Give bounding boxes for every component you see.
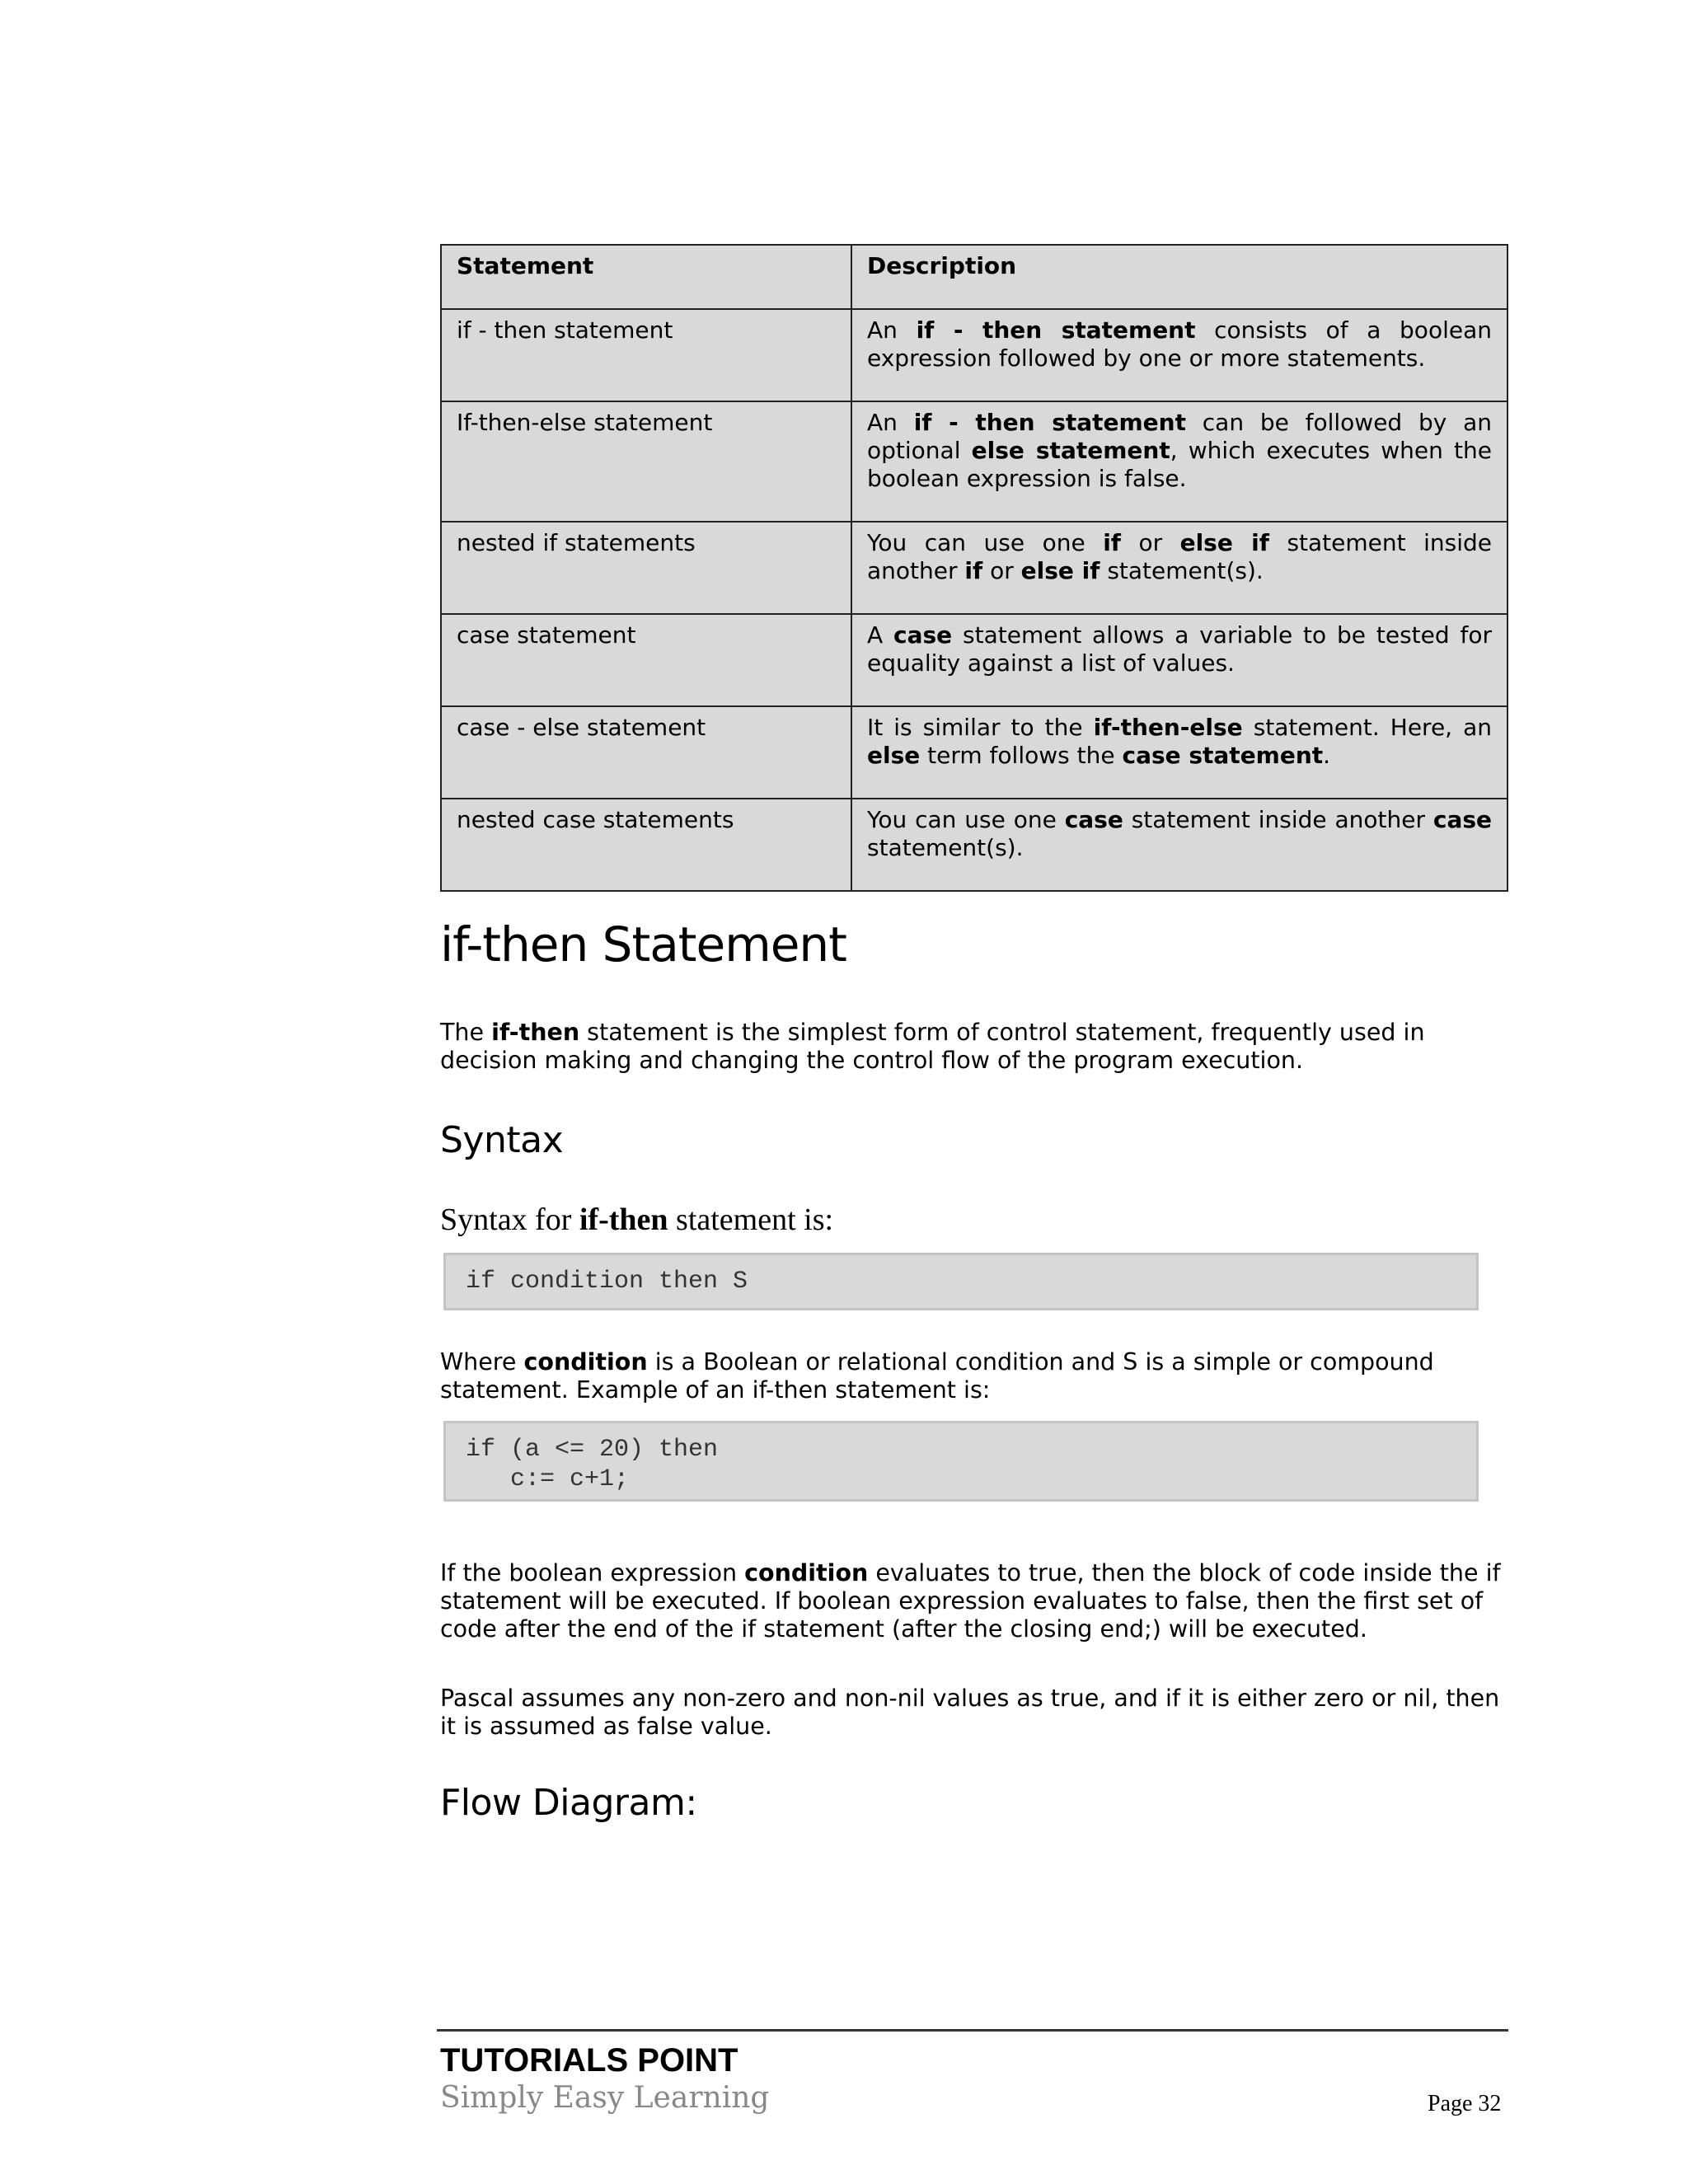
description-bold-text: else if <box>1020 557 1100 584</box>
intro-post: statement is the simplest form of control statement, frequently used in decision making and changing the control flow of the program execution. <box>440 1019 1425 1074</box>
description-bold-text: else statement <box>971 437 1170 464</box>
where-paragraph <box>440 1348 1512 1404</box>
page-number: Page 32 <box>1428 2091 1502 2116</box>
table-row <box>441 309 1507 401</box>
description-text: It is similar to the <box>867 714 1094 741</box>
footer-brand: TUTORIALS POINT <box>440 2042 738 2079</box>
footer-tagline: Simply Easy Learning <box>440 2081 770 2115</box>
table-row <box>441 401 1507 522</box>
table-header-row <box>441 245 1507 309</box>
description-text: , which executes when the boolean expression is false. <box>867 437 1492 492</box>
table-row <box>441 614 1507 706</box>
description-text: statement inside another <box>867 529 1492 584</box>
description-text: An <box>867 316 917 344</box>
description-bold-text: if-then-else <box>1093 714 1243 741</box>
where-post: is a Boolean or relational condition and S is a simple or compound statement. Example of an if-then statement is: <box>440 1348 1434 1404</box>
description-cell <box>851 614 1507 706</box>
description-cell <box>851 799 1507 891</box>
table-row <box>441 522 1507 614</box>
description-text: . <box>1323 742 1331 769</box>
description-cell <box>851 401 1507 522</box>
intro-bold: if-then <box>491 1019 580 1046</box>
boolean-bold: condition <box>744 1559 869 1586</box>
description-text: statement(s). <box>1100 557 1264 584</box>
syntax-pre: Syntax for <box>440 1202 579 1237</box>
table-header-description: Description <box>851 245 1507 309</box>
description-text: statement inside another <box>1123 806 1433 833</box>
footer-divider <box>437 2029 1508 2032</box>
description-cell <box>851 706 1507 799</box>
code-block-syntax: if condition then S <box>443 1253 1479 1310</box>
table-header-statement: Statement <box>441 245 851 309</box>
statement-cell: nested case statements <box>441 799 851 891</box>
description-bold-text: if <box>1103 529 1121 556</box>
description-bold-text: if - then statement <box>913 409 1186 436</box>
description-bold-text: else <box>867 742 921 769</box>
pascal-paragraph: Pascal assumes any non-zero and non-nil values as true, and if it is either zero or nil, then it is assumed as false value. <box>440 1685 1500 1740</box>
syntax-line <box>440 1200 833 1240</box>
description-text: An <box>867 409 914 436</box>
code-block-example: if (a <= 20) then c:= c+1; <box>443 1421 1479 1502</box>
description-cell <box>851 522 1507 614</box>
syntax-post: statement is: <box>668 1202 834 1237</box>
boolean-paragraph <box>440 1559 1512 1643</box>
flow-diagram-heading: Flow Diagram: <box>440 1782 697 1824</box>
description-bold-text: else if <box>1179 529 1269 556</box>
statement-cell: if - then statement <box>441 309 851 401</box>
statement-cell: case - else statement <box>441 706 851 799</box>
description-text: You can use one <box>867 529 1104 556</box>
table-row <box>441 799 1507 891</box>
description-text: A <box>867 621 894 649</box>
description-bold-text: if <box>964 557 983 584</box>
description-bold-text: case <box>893 621 953 649</box>
description-bold-text: case <box>1432 806 1492 833</box>
description-bold-text: if - then statement <box>916 316 1196 344</box>
description-text: statement. Here, an <box>1242 714 1493 741</box>
where-bold: condition <box>523 1348 648 1376</box>
description-text: or <box>1120 529 1180 556</box>
description-bold-text: case <box>1064 806 1123 833</box>
description-cell <box>851 309 1507 401</box>
syntax-bold: if-then <box>579 1202 668 1237</box>
intro-paragraph <box>440 1019 1512 1075</box>
statement-cell: case statement <box>441 614 851 706</box>
description-text: You can use one <box>867 806 1065 833</box>
description-text: or <box>982 557 1021 584</box>
intro-pre: The <box>440 1019 492 1046</box>
description-text: term follows the <box>920 742 1123 769</box>
where-pre: Where <box>440 1348 524 1376</box>
statement-table <box>440 244 1508 892</box>
statement-cell: If-then-else statement <box>441 401 851 522</box>
description-bold-text: case statement <box>1122 742 1324 769</box>
boolean-pre: If the boolean expression <box>440 1559 745 1586</box>
section-heading: if-then Statement <box>440 916 846 972</box>
table-row <box>441 706 1507 799</box>
description-text: can be followed by an optional <box>867 409 1492 464</box>
description-text: statement(s). <box>867 834 1024 861</box>
statement-cell: nested if statements <box>441 522 851 614</box>
description-text: statement allows a variable to be tested for equality against a list of values. <box>867 621 1492 677</box>
boolean-post: evaluates to true, then the block of code inside the if statement will be executed. If boolean expression evaluates to false, then the first set of code after the end of the if statement (after the closing end;) will be executed. <box>440 1559 1501 1643</box>
description-text: consists of a boolean expression followed by one or more statements. <box>867 316 1492 372</box>
syntax-heading: Syntax <box>440 1119 564 1161</box>
